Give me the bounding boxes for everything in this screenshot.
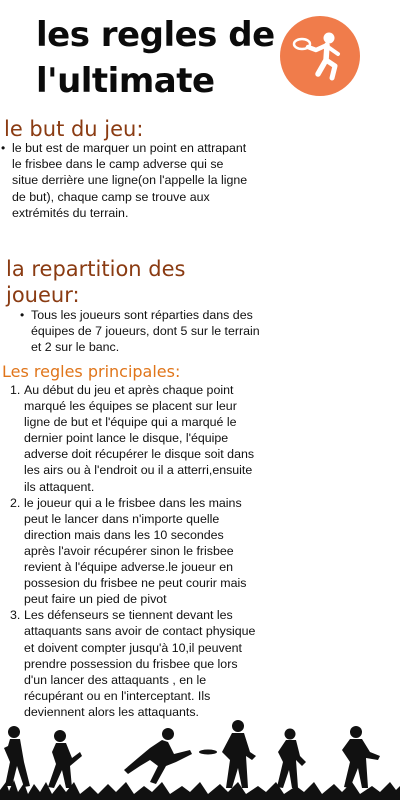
list-item: 1. Au début du jeu et après chaque point marqué les équipes se placent sur leur ligne de but et l'équipe qui a marqué le dernier point lance le disque, l'équipe adverse doit récupérer le disque soit dans les airs ou à l'endroit ou il a atterri,ensuite ils attaquent. [24, 382, 256, 495]
rules-heading: Les regles principales: [2, 362, 181, 381]
page-title: les regles de l'ultimate [36, 15, 275, 101]
split-heading: la repartition des joueur: [6, 257, 186, 307]
goal-heading: le but du jeu: [4, 117, 144, 141]
list-item: 2. le joueur qui a le frisbee dans les mains peut le lancer dans n'importe quelle direction mais dans les 10 secondes après l'avoir récupérer sinon le frisbee revient à l'équipe adverse.le joueur en possesion du frisbee ne peut courir mais peut faire un pied de pivot [24, 495, 256, 608]
rules-list [24, 382, 256, 720]
list-item: 3. Les défenseurs se tiennent devant les attaquants sans avoir de contact physique et doivent compter jusqu'à 10,il peuvent prendre possession du frisbee que lors d'un lancer des attaquants , en le récupérant ou en l'interceptant. Ils deviennent alors les attaquants. [24, 607, 256, 720]
list-item: • le but est de marquer un point en attrapant le frisbee dans le camp adverse qui se situe derrière une ligne(on l'appelle la ligne de but), chaque camp se trouve aux extrémités du terrain. [12, 140, 250, 221]
split-list [31, 307, 261, 356]
players-silhouettes [0, 712, 400, 800]
list-item: • Tous les joueurs sont réparties dans des équipes de 7 joueurs, dont 5 sur le terrain et 2 sur le banc. [31, 307, 261, 356]
goal-list [12, 140, 250, 221]
ultimate-frisbee-player-icon [280, 16, 360, 96]
